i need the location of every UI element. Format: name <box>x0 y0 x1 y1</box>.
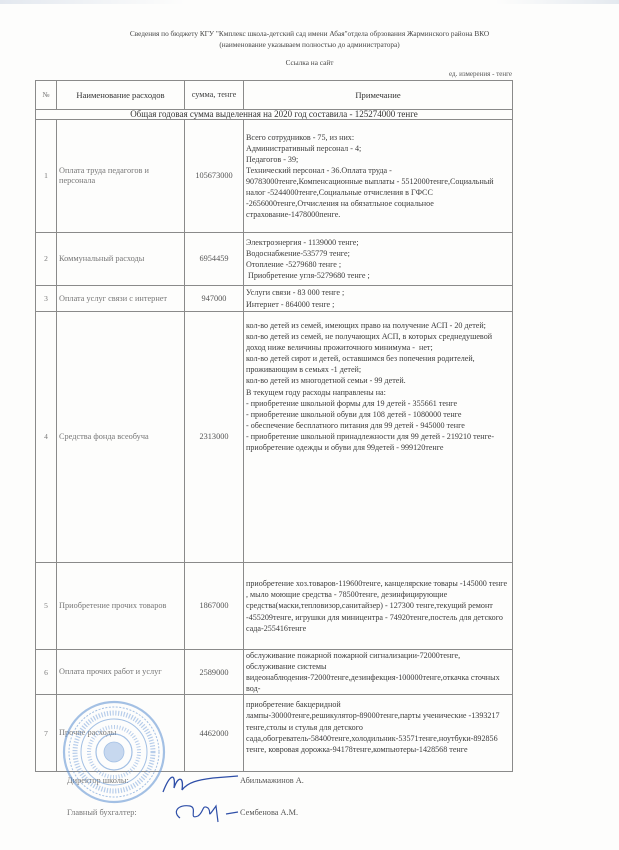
table-header-row <box>36 81 513 110</box>
table-row <box>36 695 513 772</box>
note-line: обслуживание пожарной пожарной сигнализации-72000тенге, обслуживание системы видеонаблюдения-72000тенге,дезинфекция-100000тенге,откачка сточных вод- <box>246 651 502 694</box>
accountant-signature <box>168 798 248 828</box>
table-row <box>36 312 513 563</box>
expense-name: Прочие расходы <box>57 695 185 772</box>
column-header-sum: сумма, тенге <box>185 81 244 110</box>
director-name: Абильмажинов А. <box>240 776 304 785</box>
expense-note <box>244 120 513 233</box>
document-subtitle: (наименование указываем полностью до администратора) <box>219 40 400 49</box>
expense-sum: 2589000 <box>185 650 244 695</box>
director-signature <box>158 770 248 800</box>
expense-name: Оплата труда педагогов и персонала <box>57 120 185 233</box>
note-line: Технический персонал - 36.Оплата труда - 90783000тенге,Компенсационные выплаты - 5512000тенге,Социальный налог -5244000тенге,Социальные отчисления в ГФСС -2656000тенге,Отчисления на обязатльное социальное страхование-1478000пенге. <box>246 165 496 220</box>
row-number: 3 <box>36 286 57 312</box>
column-header-number: № <box>36 81 57 110</box>
table-row <box>36 650 513 695</box>
scan-edge <box>0 0 619 4</box>
unit-label: ед. измерения - тенге <box>449 70 512 78</box>
row-number: 7 <box>36 695 57 772</box>
note-line: - приобретение школьной формы для 19 детей - 355661 тенге <box>246 398 458 408</box>
expense-note <box>244 312 513 563</box>
table-row <box>36 563 513 650</box>
row-number: 1 <box>36 120 57 233</box>
note-line: кол-во детей из многодетной семьи - 99 детей. <box>246 376 406 386</box>
expense-note <box>244 286 513 312</box>
column-header-note: Примечание <box>244 81 513 110</box>
table-row <box>36 120 513 233</box>
note-line: - обеспечение бесплатного питания для 99 детей - 945000 тенге <box>246 420 465 430</box>
note-line: Интернет - 864000 тенге ; <box>246 299 335 309</box>
expense-sum: 6954459 <box>185 233 244 286</box>
note-line: Водоснабжение-535779 тенге; <box>246 248 350 258</box>
expense-name: Приобретение прочих товаров <box>57 563 185 650</box>
note-line: приобретение хоз.товаров-119600тенге, канцелярские товары -145000 тенге , мыло моющие средства - 78500тенге, дезинфицирующие средства(маски,тепловизор,санитайзер) - 127300 тенге,текущий ремонт -455209тенге, игрушки для миницентра - 74920тенге,постель для детского сада-255416тенге <box>246 579 510 633</box>
note-line: кол-во детей из семей, имеющих право на получение АСП - 20 детей; <box>246 321 486 330</box>
row-number: 2 <box>36 233 57 286</box>
row-number: 6 <box>36 650 57 695</box>
note-line: Электроэнергия - 1139000 тенге; <box>246 237 359 247</box>
table-row <box>36 286 513 312</box>
row-number: 5 <box>36 563 57 650</box>
note-line: Услуги связи - 83 000 тенге ; <box>246 288 345 298</box>
note-line: Приобретение угля-5279680 тенге ; <box>246 271 370 281</box>
site-link-label: Ссылка на сайт <box>285 58 334 67</box>
note-line: приобретение бакцеридной лампы-30000тенге,решикулятор-89000тенге,парты ученические -1393217 тенге,столы и стулья для детского сада,обогреватель-58400тенге,холодильник-53571тенге,ноутбуки-892856 тенге, ковровая дорожка-94178тенге,компьютеры-1428568 тенге <box>246 700 502 754</box>
director-label: Директор школы: <box>67 776 129 785</box>
document-title: Сведения по бюджету КГУ "Кмплекс школа-детский сад имени Абая"отдела обрзования Жарминского района ВКО <box>129 29 490 38</box>
note-line: - приобретение школьной обуви для 108 детей - 1080000 тенге <box>246 409 462 419</box>
expense-name: Средства фонда всеобуча <box>57 312 185 563</box>
note-line: Всего сотрудников - 75, из них: <box>246 132 355 142</box>
note-line: кол-во детей сирот и детей, оставшимся без попечения родителей, проживающим в семьях -1 детей; <box>246 354 477 375</box>
expense-sum: 947000 <box>185 286 244 312</box>
expense-note <box>244 233 513 286</box>
accountant-name: Сембенова А.М. <box>240 808 299 817</box>
budget-table <box>35 80 513 772</box>
expense-note <box>244 650 513 695</box>
note-line: В текущем году расходы направлены на: <box>246 387 386 397</box>
total-summary: Общая годовая сумма выделенная на 2020 год составила - 125274000 тенге <box>36 110 513 120</box>
expense-note <box>244 695 513 772</box>
note-line: Административный персонал - 4; <box>246 143 362 153</box>
expense-note <box>244 563 513 650</box>
note-line: Отопление -5279680 тенге ; <box>246 260 342 269</box>
expense-name: Коммунальный расходы <box>57 233 185 286</box>
note-line: кол-во детей из семей, не получающих АСП, в которых среднедушевой доход ниже величины прожиточного минимума - нет; <box>246 332 495 353</box>
table-row <box>36 233 513 286</box>
note-line: Педагогов - 39; <box>246 154 299 164</box>
expense-sum: 105673000 <box>185 120 244 233</box>
expense-sum: 4462000 <box>185 695 244 772</box>
expense-name: Оплата прочих работ и услуг <box>57 650 185 695</box>
expense-sum: 2313000 <box>185 312 244 563</box>
expense-sum: 1867000 <box>185 563 244 650</box>
accountant-label: Главный бухгалтер: <box>67 808 137 817</box>
row-number: 4 <box>36 312 57 563</box>
column-header-name: Наименование расходов <box>57 81 185 110</box>
note-line: - приобретение школьной принадлежности для 99 детей - 219210 тенге-приобретение одежды и обуви для 99детей - 999120тенге <box>246 431 495 453</box>
expense-name: Оплата услуг связи с интернет <box>57 286 185 312</box>
total-row <box>36 110 513 120</box>
